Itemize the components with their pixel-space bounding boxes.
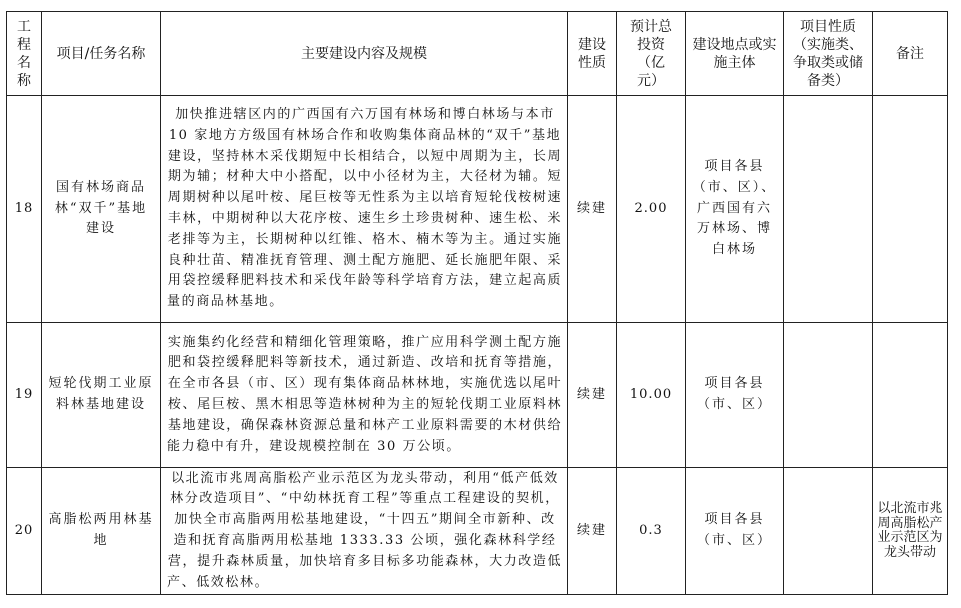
cell-task-name: 国有林场商品林“双千”基地建设 xyxy=(42,96,161,323)
cell-build-type: 续建 xyxy=(568,468,617,595)
cell-content: 加快推进辖区内的广西国有六万国有林场和博白林场与本市 10 家地方方级国有林场合作和收购集体商品林的“双千”基地建设，坚持林木采伐期短中长相结合，以短中周期为主，长周期为辅；材种大中小搭配，以中小径材为主，大径材为辅。短周期树种以尾叶桉、尾巨桉等无性系为主以培育短轮伐桉树速丰林，中期树种以大花序桉、速生乡土珍贵树种、速生松、米老排等为主，长期树种以红锥、格木、楠木等为主。通过实施良种壮苗、精准抚育管理、测土配方施肥、延长施肥年限、采用袋控缓释肥料技术和采伐年龄等科学培育方法，建立起高质量的商品林基地。 xyxy=(161,96,568,323)
header-project-no-line: 名 xyxy=(17,54,31,71)
cell-remarks xyxy=(873,96,948,323)
cell-build-type: 续建 xyxy=(568,96,617,323)
cell-location: 项目各县（市、区） xyxy=(686,468,784,595)
cell-remarks xyxy=(873,323,948,468)
header-project-no xyxy=(7,12,42,96)
cell-project-no: 18 xyxy=(7,96,42,323)
header-task-name: 项目/任务名称 xyxy=(42,12,161,96)
table-row xyxy=(7,96,948,323)
project-table xyxy=(6,11,948,595)
header-project-no-line: 程 xyxy=(17,36,31,53)
cell-content: 实施集约化经营和精细化管理策略，推广应用科学测土配方施肥和袋控缓释肥料等新技术，通过新造、改培和抚育等措施，在全市各县（市、区）现有集体商品林林地，实施优选以尾叶桉、尾巨桉、黑木相思等造林树种为主的短轮伐期工业原料林基地建设，确保森林资源总量和林产工业原料需要的木材供给能力稳中有升，建设规模控制在 30 万公顷。 xyxy=(161,323,568,468)
header-remarks: 备注 xyxy=(873,12,948,96)
header-content: 主要建设内容及规模 xyxy=(161,12,568,96)
cell-location: 项目各县（市、区） xyxy=(686,323,784,468)
table-row xyxy=(7,468,948,595)
cell-project-no: 20 xyxy=(7,468,42,595)
cell-category xyxy=(784,468,873,595)
header-project-no-line: 工 xyxy=(17,18,31,35)
header-project-no-line: 称 xyxy=(17,72,31,89)
cell-task-name: 高脂松两用林基地 xyxy=(42,468,161,595)
cell-project-no: 19 xyxy=(7,323,42,468)
cell-task-name: 短轮伐期工业原料林基地建设 xyxy=(42,323,161,468)
cell-investment: 0.3 xyxy=(617,468,686,595)
table-row xyxy=(7,323,948,468)
header-investment: 预计总投资（亿元） xyxy=(617,12,686,96)
cell-category xyxy=(784,96,873,323)
header-row xyxy=(7,12,948,96)
cell-build-type: 续建 xyxy=(568,323,617,468)
cell-investment: 2.00 xyxy=(617,96,686,323)
cell-remarks: 以北流市兆周高脂松产业示范区为龙头带动 xyxy=(873,468,948,595)
header-location: 建设地点或实施主体 xyxy=(686,12,784,96)
header-category: 项目性质（实施类、争取类或储备类） xyxy=(784,12,873,96)
header-build-type: 建设性质 xyxy=(568,12,617,96)
cell-investment: 10.00 xyxy=(617,323,686,468)
cell-category xyxy=(784,323,873,468)
cell-content: 以北流市兆周高脂松产业示范区为龙头带动，利用“低产低效林分改造项目”、“中幼林抚育工程”等重点工程建设的契机，加快全市高脂两用松基地建设，“十四五”期间全市新种、改造和抚育高脂两用松基地 1333.33 公顷，强化森林科学经营，提升森林质量，加快培育多目标多功能森林，大力改造低产、低效松林。 xyxy=(161,468,568,595)
cell-location: 项目各县（市、区）、广西国有六万林场、博白林场 xyxy=(686,96,784,323)
